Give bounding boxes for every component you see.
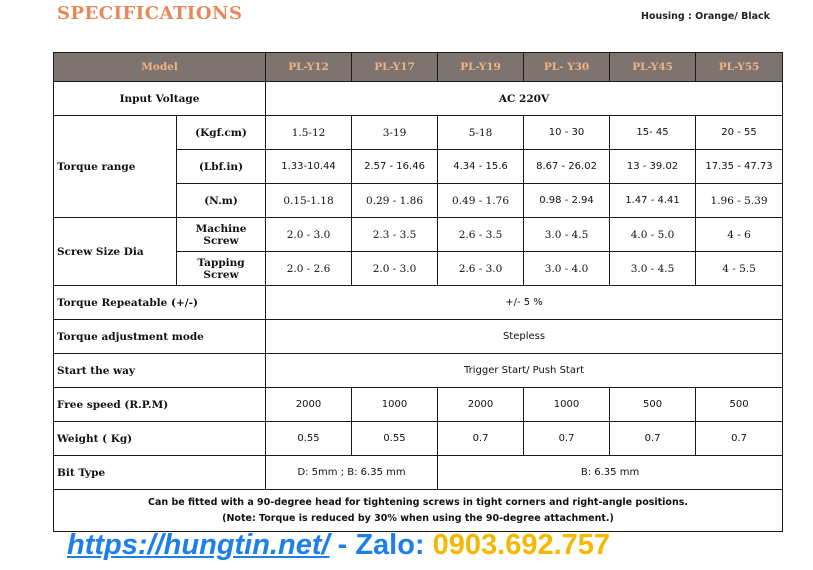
table-cell: Stepless bbox=[266, 320, 783, 354]
unit-label: (Kgf.cm) bbox=[177, 116, 266, 150]
website-link[interactable]: https://hungtin.net/ bbox=[67, 529, 330, 561]
note-line: (Note: Torque is reduced by 30% when using the 90-degree attachment.) bbox=[222, 512, 614, 524]
table-cell: 4 - 5.5 bbox=[696, 252, 783, 286]
input-voltage-value: AC 220V bbox=[266, 82, 783, 116]
free-speed-row bbox=[54, 388, 783, 422]
table-cell: 500 bbox=[610, 388, 696, 422]
row-label: Screw Size Dia bbox=[54, 218, 177, 286]
model-header-cell: PL-Y17 bbox=[352, 53, 438, 82]
footer-banner bbox=[67, 529, 610, 562]
table-cell: 0.7 bbox=[610, 422, 696, 456]
table-cell: 20 - 55 bbox=[696, 116, 783, 150]
phone-number[interactable]: 0903.692.757 bbox=[432, 529, 611, 561]
spec-table bbox=[53, 52, 783, 532]
table-cell: 8.67 - 26.02 bbox=[524, 150, 610, 184]
table-cell: 500 bbox=[696, 388, 783, 422]
screw-type-label: Tapping Screw bbox=[177, 252, 266, 286]
zalo-label: - Zalo: bbox=[329, 529, 433, 561]
table-cell: 0.49 - 1.76 bbox=[438, 184, 524, 218]
table-cell: 3.0 - 4.5 bbox=[524, 218, 610, 252]
table-cell: 13 - 39.02 bbox=[610, 150, 696, 184]
unit-label: (N.m) bbox=[177, 184, 266, 218]
table-cell: 5-18 bbox=[438, 116, 524, 150]
row-label: Torque range bbox=[54, 116, 177, 218]
unit-label: (Lbf.in) bbox=[177, 150, 266, 184]
note-line: Can be fitted with a 90-degree head for tightening screws in tight corners and right-angle positions. bbox=[148, 496, 688, 508]
row-label: Weight ( Kg) bbox=[54, 422, 266, 456]
table-cell: 1000 bbox=[524, 388, 610, 422]
page-title: SPECIFICATIONS bbox=[57, 3, 243, 24]
table-cell: 2.0 - 3.0 bbox=[352, 252, 438, 286]
table-cell: 2.57 - 16.46 bbox=[352, 150, 438, 184]
torque-row bbox=[54, 116, 783, 150]
table-cell: 0.55 bbox=[266, 422, 352, 456]
table-cell: 2.0 - 3.0 bbox=[266, 218, 352, 252]
bit-type-row bbox=[54, 456, 783, 490]
table-cell: Trigger Start/ Push Start bbox=[266, 354, 783, 388]
table-cell: 4 - 6 bbox=[696, 218, 783, 252]
start-way-row bbox=[54, 354, 783, 388]
table-cell: 2.3 - 3.5 bbox=[352, 218, 438, 252]
row-label: Start the way bbox=[54, 354, 266, 388]
table-cell: 4.34 - 15.6 bbox=[438, 150, 524, 184]
model-header-cell: PL-Y55 bbox=[696, 53, 783, 82]
screw-type-label: Machine Screw bbox=[177, 218, 266, 252]
header-row bbox=[54, 53, 783, 82]
weight-row bbox=[54, 422, 783, 456]
table-cell: 4.0 - 5.0 bbox=[610, 218, 696, 252]
row-label: Torque adjustment mode bbox=[54, 320, 266, 354]
note-row bbox=[54, 490, 783, 532]
table-cell: 1.33-10.44 bbox=[266, 150, 352, 184]
table-cell: 1.5-12 bbox=[266, 116, 352, 150]
model-header-cell: PL- Y30 bbox=[524, 53, 610, 82]
housing-note: Housing : Orange/ Black bbox=[641, 11, 770, 22]
model-header-cell: PL-Y45 bbox=[610, 53, 696, 82]
torque-adjustment-row bbox=[54, 320, 783, 354]
table-cell: 0.7 bbox=[438, 422, 524, 456]
table-cell: 1.96 - 5.39 bbox=[696, 184, 783, 218]
table-cell: 1.47 - 4.41 bbox=[610, 184, 696, 218]
table-cell: 2.0 - 2.6 bbox=[266, 252, 352, 286]
table-cell: 0.15-1.18 bbox=[266, 184, 352, 218]
table-cell: 0.29 - 1.86 bbox=[352, 184, 438, 218]
torque-repeatable-row bbox=[54, 286, 783, 320]
table-cell: 0.7 bbox=[524, 422, 610, 456]
row-label: Torque Repeatable (+/-) bbox=[54, 286, 266, 320]
table-cell: 1000 bbox=[352, 388, 438, 422]
table-cell: 3-19 bbox=[352, 116, 438, 150]
table-cell: 0.55 bbox=[352, 422, 438, 456]
table-cell: 2.6 - 3.0 bbox=[438, 252, 524, 286]
model-header: Model bbox=[54, 53, 266, 82]
note-cell bbox=[54, 490, 783, 532]
model-header-cell: PL-Y19 bbox=[438, 53, 524, 82]
row-label: Bit Type bbox=[54, 456, 266, 490]
table-cell: 2000 bbox=[438, 388, 524, 422]
table-cell: 17.35 - 47.73 bbox=[696, 150, 783, 184]
table-cell: 2.6 - 3.5 bbox=[438, 218, 524, 252]
table-cell: 3.0 - 4.0 bbox=[524, 252, 610, 286]
table-cell: 10 - 30 bbox=[524, 116, 610, 150]
model-header-cell: PL-Y12 bbox=[266, 53, 352, 82]
row-label: Input Voltage bbox=[54, 82, 266, 116]
table-cell: D: 5mm ; B: 6.35 mm bbox=[266, 456, 438, 490]
row-label: Free speed (R.P.M) bbox=[54, 388, 266, 422]
input-voltage-row bbox=[54, 82, 783, 116]
screw-row bbox=[54, 218, 783, 252]
table-cell: 0.7 bbox=[696, 422, 783, 456]
table-cell: 2000 bbox=[266, 388, 352, 422]
table-cell: 0.98 - 2.94 bbox=[524, 184, 610, 218]
table-cell: +/- 5 % bbox=[266, 286, 783, 320]
table-cell: 15- 45 bbox=[610, 116, 696, 150]
table-cell: 3.0 - 4.5 bbox=[610, 252, 696, 286]
table-cell: B: 6.35 mm bbox=[438, 456, 783, 490]
